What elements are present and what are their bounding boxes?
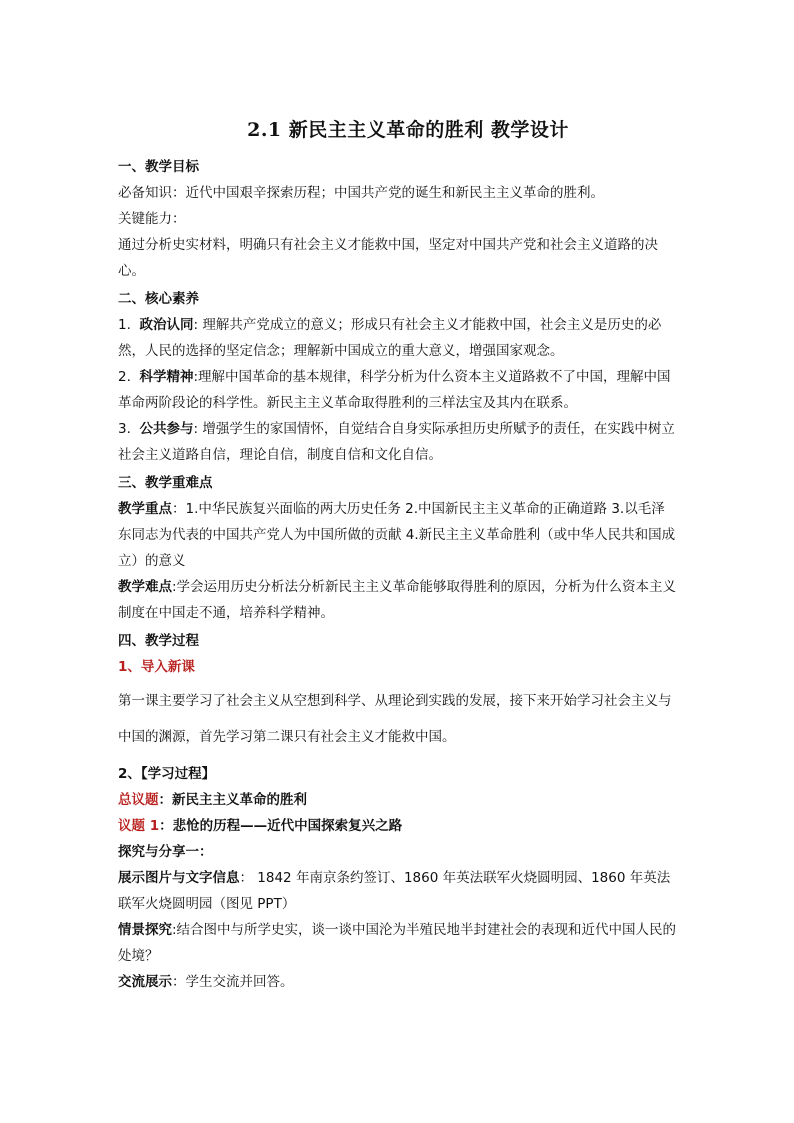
teaching-difficulty-label: 教学难点 xyxy=(118,579,172,595)
exchange-label: 交流展示 xyxy=(118,974,172,990)
paragraph-essential-knowledge: 必备知识：近代中国艰辛探索历程；中国共产党的诞生和新民主主义革命的胜利。 xyxy=(118,185,604,201)
literacy-item-number: 1. xyxy=(118,317,131,333)
paragraph-teaching-key xyxy=(118,496,678,574)
show-pictures-label: 展示图片与文字信息 xyxy=(118,870,240,886)
literacy-item-political xyxy=(118,312,678,364)
document-content xyxy=(118,115,678,995)
literacy-item-label: 科学精神 xyxy=(139,369,194,385)
paragraph-intro: 第一课主要学习了社会主义从空想到科学、从理论到实践的发展，接下来开始学习社会主义与中国的渊源，首先学习第二课只有社会主义才能救中国。 xyxy=(118,693,672,745)
main-topic-label: 总议题 xyxy=(118,792,159,808)
teaching-key-text: ：1.中华民族复兴面临的两大历史任务 2.中国新民主主义革命的正确道路 3.以毛泽东同志为代表的中国共产党人为中国所做的贡献 4.新民主主义革命胜利（或中华人民共和国成立）的意义 xyxy=(118,501,676,569)
paragraph-show-pictures xyxy=(118,865,678,917)
paragraph-key-ability-label: 关键能力： xyxy=(118,211,186,227)
literacy-item-label: 公共参与 xyxy=(139,421,194,437)
page-title: 2.1 新民主主义革命的胜利 教学设计 xyxy=(247,119,569,141)
paragraph-key-ability: 通过分析史实材料，明确只有社会主义才能救中国，坚定对中国共产党和社会主义道路的决心。 xyxy=(118,237,658,279)
scenario-text: :结合图中与所学史实，谈一谈中国沦为半殖民地半封建社会的表现和近代中国人民的处境？ xyxy=(118,922,677,964)
paragraph-sub-topic xyxy=(118,813,678,839)
section-heading-objectives: 一、教学目标 xyxy=(118,159,199,175)
scenario-label: 情景探究 xyxy=(118,922,172,938)
paragraph-scenario xyxy=(118,917,678,969)
section-heading-core-literacy: 二、核心素养 xyxy=(118,291,199,307)
step-heading-learning: 2、【学习过程】 xyxy=(118,766,216,782)
paragraph-exchange xyxy=(118,969,678,995)
exchange-text: ：学生交流并回答。 xyxy=(172,974,294,990)
literacy-item-label: 政治认同 xyxy=(139,317,194,333)
literacy-item-text: : 增强学生的家国情怀，自觉结合自身实际承担历史所赋予的责任，在实践中树立社会主义道路自信，理论自信，制度自信和文化自信。 xyxy=(118,421,675,463)
paragraph-main-topic xyxy=(118,787,678,813)
sub-topic-text: ：悲怆的历程——近代中国探索复兴之路 xyxy=(159,818,403,834)
teaching-difficulty-text: :学会运用历史分析法分析新民主主义革命能够取得胜利的原因，分析为什么资本主义制度在中国走不通，培养科学精神。 xyxy=(118,579,677,621)
literacy-item-text: :理解中国革命的基本规律，科学分析为什么资本主义道路救不了中国，理解中国革命两阶段论的科学性。新民主主义革命取得胜利的三样法宝及其内在联系。 xyxy=(118,369,671,411)
step-heading-intro: 1、导入新课 xyxy=(118,659,195,675)
literacy-item-number: 3. xyxy=(118,421,131,437)
section-heading-process: 四、教学过程 xyxy=(118,633,199,649)
literacy-item-number: 2. xyxy=(118,369,131,385)
paragraph-teaching-difficulty xyxy=(118,574,678,626)
main-topic-text: ：新民主主义革命的胜利 xyxy=(158,792,307,808)
literacy-item-text: : 理解共产党成立的意义；形成只有社会主义才能救中国，社会主义是历史的必然，人民的选择的坚定信念；理解新中国成立的重大意义，增强国家观念。 xyxy=(118,317,662,359)
show-pictures-text: ： 1842 年南京条约签订、1860 年英法联军火烧圆明园、1860 年英法联军火烧圆明园（图见 PPT） xyxy=(118,870,671,912)
explore-share-heading: 探究与分享一： xyxy=(118,844,213,860)
literacy-item-science xyxy=(118,364,678,416)
literacy-item-participation xyxy=(118,416,678,468)
teaching-key-label: 教学重点 xyxy=(118,501,172,517)
sub-topic-label: 议题 1 xyxy=(118,818,160,834)
section-heading-key-difficult: 三、教学重难点 xyxy=(118,475,213,491)
